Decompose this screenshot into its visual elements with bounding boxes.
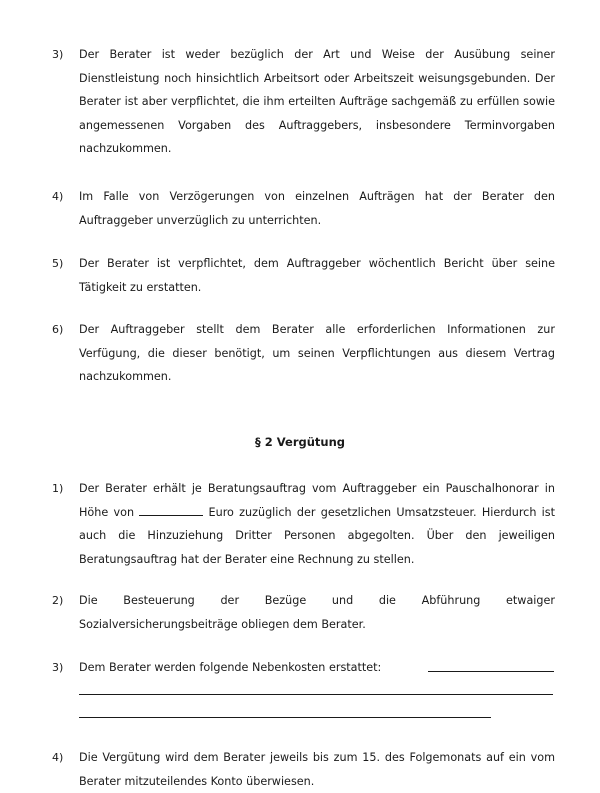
expense-blank-line <box>79 694 553 695</box>
clause-number: 5) <box>52 257 64 270</box>
clause-text: Dem Berater werden folgende Nebenkosten erstattet: <box>79 661 382 674</box>
clause-text: Der Auftraggeber stellt dem Berater alle erforderlichen Informationen zur Verfügung, die dieser benötigt, um seinen Verpflichtungen aus diesem Vertrag nachzukommen. <box>79 323 555 383</box>
clause-2-2 <box>52 589 555 636</box>
clause-1-3 <box>52 43 555 161</box>
clause-text: Die Vergütung wird dem Berater jeweils bis zum 15. des Folgemonats auf ein vom Berater mitzuteilendes Konto überwiesen. <box>79 751 555 788</box>
clause-1-5 <box>52 252 555 299</box>
clause-number: 4) <box>52 190 64 203</box>
clause-text: Im Falle von Verzögerungen von einzelnen Aufträgen hat der Berater den Auftraggeber unverzüglich zu unterrichten. <box>79 190 555 227</box>
clause-2-4 <box>52 746 555 793</box>
amount-blank-line <box>139 503 203 516</box>
clause-text <box>79 477 555 571</box>
expense-blank-line <box>79 717 491 718</box>
clause-text-part: Der Berater erhält je Beratungsauftrag vom Auftraggeber ein Pauschalhonorar in Höhe von <box>79 482 555 519</box>
clause-number: 6) <box>52 323 64 336</box>
clause-1-4 <box>52 185 555 232</box>
clause-number: 3) <box>52 48 64 61</box>
clause-number: 2) <box>52 594 64 607</box>
clause-1-6 <box>52 318 555 389</box>
section-heading: § 2 Vergütung <box>254 435 346 449</box>
expense-blank-line <box>428 671 554 672</box>
clause-number: 3) <box>52 661 64 674</box>
clause-text: Der Berater ist weder bezüglich der Art und Weise der Ausübung seiner Dienstleistung noch hinsichtlich Arbeitsort oder Arbeitszeit weisungsgebunden. Der Berater ist aber verpflichtet, die ihm erteilten Aufträge sachgemäß zu erfüllen sowie angemessenen Vorgaben des Auftraggebers, insbesondere Terminvorgaben nachzukommen. <box>79 48 555 155</box>
clause-number: 1) <box>52 482 64 495</box>
clause-2-1 <box>52 477 555 571</box>
clause-text-part: Euro zuzüglich der gesetzlichen Umsatzsteuer. Hierdurch ist auch die Hinzuziehung Dritter Personen abgegolten. Über den jeweiligen Beratungsauftrag hat der Berater eine Rechnung zu stellen. <box>79 505 555 566</box>
clause-2-3 <box>52 656 555 680</box>
clause-text: Der Berater ist verpflichtet, dem Auftraggeber wöchentlich Bericht über seine Tätigkeit zu erstatten. <box>79 257 555 294</box>
clause-text: Die Besteuerung der Bezüge und die Abführung etwaiger Sozialversicherungsbeiträge obliegen dem Berater. <box>79 594 555 631</box>
clause-number: 4) <box>52 751 64 764</box>
